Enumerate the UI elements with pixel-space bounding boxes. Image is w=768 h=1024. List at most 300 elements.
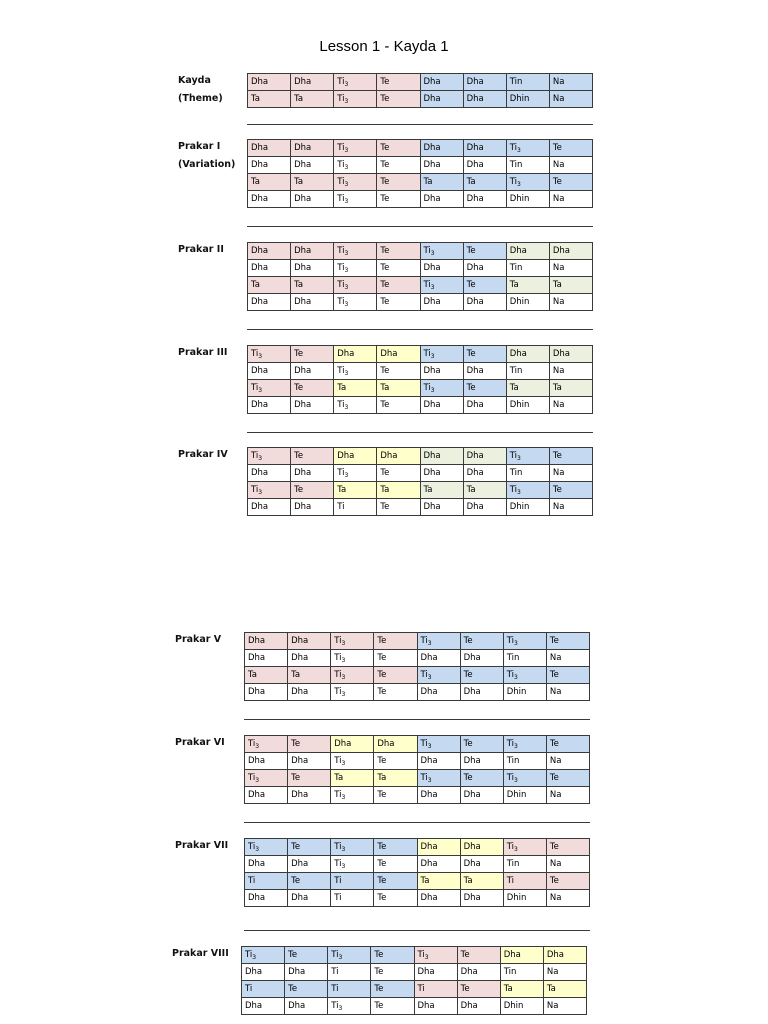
bol-cell: Ti	[331, 890, 374, 907]
bol-cell: Ta	[248, 91, 291, 108]
bol-cell: Dha	[463, 91, 506, 108]
subscript: 3	[427, 639, 432, 647]
bol-cell: Dha	[463, 74, 506, 91]
table-row	[248, 294, 593, 311]
bol-cell: Dha	[248, 465, 291, 482]
bol-cell: Te	[377, 277, 420, 294]
table-row	[248, 499, 593, 516]
bol-table	[244, 838, 590, 907]
bol-cell: Dha	[291, 191, 334, 208]
bol-cell: Dha	[245, 684, 288, 701]
table-row	[245, 787, 590, 804]
subscript: 3	[344, 300, 349, 308]
bol-cell: Dha	[506, 243, 549, 260]
bol-cell: Dha	[420, 91, 463, 108]
bol-cell: Dha	[245, 787, 288, 804]
section-label	[172, 945, 229, 963]
bol-table	[241, 946, 587, 1015]
bol-cell: Dha	[420, 74, 463, 91]
bol-cell: Dhin	[506, 191, 549, 208]
bol-cell: Ta	[291, 91, 334, 108]
bol-cell: Ta	[248, 277, 291, 294]
bol-cell: Te	[371, 947, 414, 964]
bol-cell: Dha	[463, 191, 506, 208]
bol-cell: Ti	[242, 981, 285, 998]
bol-cell: Dha	[377, 448, 420, 465]
section-divider	[247, 226, 593, 227]
table-row	[242, 981, 587, 998]
table-row	[248, 191, 593, 208]
bol-cell: $Ti_3$	[417, 770, 460, 787]
bol-cell: Te	[374, 633, 417, 650]
section-divider	[247, 124, 593, 125]
bol-cell: $Ti_3$	[331, 633, 374, 650]
subscript: 3	[344, 266, 349, 274]
bol-cell: Te	[377, 363, 420, 380]
bol-cell: Ta	[334, 482, 377, 499]
bol-cell: $Ti_3$	[331, 839, 374, 856]
table-row	[248, 140, 593, 157]
bol-cell: Dha	[506, 346, 549, 363]
bol-cell: $Ti_3$	[248, 448, 291, 465]
subscript: 3	[341, 793, 346, 801]
subscript: 3	[258, 488, 263, 496]
bol-cell: Dha	[420, 191, 463, 208]
bol-cell: Te	[549, 174, 592, 191]
bol-cell: Dha	[331, 736, 374, 753]
bol-cell: Tin	[503, 753, 546, 770]
bol-cell: Te	[546, 873, 589, 890]
bol-cell: Te	[374, 856, 417, 873]
bol-cell: $Ti_3$	[334, 191, 377, 208]
bol-table	[244, 735, 590, 804]
bol-cell: $Ti_3$	[420, 346, 463, 363]
bol-cell: $Ti_3$	[503, 736, 546, 753]
bol-cell: Te	[374, 787, 417, 804]
bol-cell: Dha	[463, 140, 506, 157]
bol-cell: Na	[549, 397, 592, 414]
bol-cell: Dha	[242, 964, 285, 981]
bol-cell: Dhin	[503, 787, 546, 804]
bol-table	[247, 73, 593, 108]
bol-cell: Ta	[420, 174, 463, 191]
bol-table	[244, 632, 590, 701]
table-row	[245, 753, 590, 770]
table-row	[248, 465, 593, 482]
bol-cell: $Ti_3$	[334, 243, 377, 260]
table-row	[245, 633, 590, 650]
subscript: 3	[344, 180, 349, 188]
table-row	[245, 839, 590, 856]
subscript: 3	[255, 845, 260, 853]
bol-cell: Dha	[420, 465, 463, 482]
bol-cell: Ta	[420, 482, 463, 499]
bol-cell: Tin	[500, 964, 543, 981]
bol-cell: Te	[288, 770, 331, 787]
bol-cell: Te	[460, 770, 503, 787]
table-row	[242, 947, 587, 964]
bol-cell: Dha	[248, 157, 291, 174]
bol-cell: Te	[374, 890, 417, 907]
bol-cell: Dha	[420, 140, 463, 157]
subscript: 3	[344, 369, 349, 377]
bol-cell: Dha	[288, 890, 331, 907]
subscript: 3	[252, 953, 257, 961]
bol-cell: $Ti_3$	[334, 140, 377, 157]
subscript: 3	[517, 146, 521, 154]
table-row	[245, 667, 590, 684]
bol-cell: Ta	[549, 380, 592, 397]
bol-cell: Ta	[291, 277, 334, 294]
table-row	[248, 346, 593, 363]
bol-cell: Dha	[420, 499, 463, 516]
bol-cell: Ta	[463, 174, 506, 191]
bol-cell: Ta	[506, 380, 549, 397]
section-divider	[244, 822, 590, 823]
bol-cell: Dha	[248, 191, 291, 208]
bol-cell: Dha	[245, 890, 288, 907]
bol-cell: Te	[377, 397, 420, 414]
section-label-line: Prakar II	[178, 244, 224, 255]
bol-cell: Dha	[420, 157, 463, 174]
bol-cell: Dha	[377, 346, 420, 363]
bol-cell: Te	[377, 91, 420, 108]
bol-cell: Dha	[245, 753, 288, 770]
bol-cell: Dha	[291, 294, 334, 311]
bol-cell: Dha	[543, 947, 586, 964]
subscript: 3	[517, 488, 521, 496]
bol-cell: Dhin	[506, 499, 549, 516]
subscript: 3	[344, 403, 349, 411]
bol-cell: Te	[374, 873, 417, 890]
bol-cell: Dha	[288, 753, 331, 770]
table-row	[242, 998, 587, 1015]
bol-cell: Na	[546, 890, 589, 907]
bol-cell: $Ti_3$	[334, 174, 377, 191]
bol-cell: Dha	[463, 294, 506, 311]
bol-cell: Te	[371, 998, 414, 1015]
subscript: 3	[344, 471, 349, 479]
bol-cell: Dha	[248, 243, 291, 260]
subscript: 3	[341, 673, 346, 681]
bol-cell: Dha	[460, 684, 503, 701]
section-label	[178, 138, 235, 174]
subscript: 3	[344, 249, 349, 257]
bol-cell: Tin	[503, 856, 546, 873]
bol-cell: Dhin	[503, 684, 546, 701]
bol-cell: Ta	[460, 873, 503, 890]
bol-cell: Ta	[549, 277, 592, 294]
bol-cell: Te	[377, 140, 420, 157]
bol-cell: $Ti_3$	[506, 140, 549, 157]
bol-cell: $Ti_3$	[503, 633, 546, 650]
bol-cell: Dha	[285, 964, 328, 981]
bol-cell: Dha	[420, 260, 463, 277]
bol-cell: Na	[549, 191, 592, 208]
bol-cell: Te	[549, 140, 592, 157]
bol-cell: Na	[549, 157, 592, 174]
bol-cell: Dha	[248, 363, 291, 380]
bol-cell: Te	[374, 839, 417, 856]
subscript: 3	[514, 639, 518, 647]
bol-cell: $Ti_3$	[331, 667, 374, 684]
bol-cell: Dha	[291, 363, 334, 380]
subscript: 3	[258, 352, 263, 360]
bol-cell: Dhin	[506, 397, 549, 414]
bol-cell: Na	[546, 650, 589, 667]
subscript: 3	[430, 352, 435, 360]
bol-cell: Dha	[334, 346, 377, 363]
bol-cell: Tin	[503, 650, 546, 667]
section-label-line: Prakar III	[178, 347, 228, 358]
bol-cell: Te	[377, 260, 420, 277]
table-row	[248, 277, 593, 294]
bol-cell: Dha	[242, 998, 285, 1015]
section-label-line: Prakar I	[178, 141, 221, 152]
bol-cell: Te	[374, 667, 417, 684]
bol-cell: Te	[377, 499, 420, 516]
bol-cell: $Ti_3$	[414, 947, 457, 964]
bol-cell: Ti	[503, 873, 546, 890]
bol-cell: Na	[546, 787, 589, 804]
bol-cell: Te	[374, 650, 417, 667]
subscript: 3	[344, 283, 349, 291]
bol-cell: Dha	[460, 890, 503, 907]
subscript: 3	[338, 1004, 343, 1012]
bol-cell: $Ti_3$	[248, 346, 291, 363]
subscript: 3	[427, 742, 432, 750]
table-row	[245, 890, 590, 907]
subscript: 3	[430, 386, 435, 394]
bol-cell: Tin	[506, 260, 549, 277]
bol-cell: $Ti_3$	[328, 998, 371, 1015]
table-row	[248, 91, 593, 108]
bol-cell: Dha	[291, 260, 334, 277]
bol-cell: Na	[549, 260, 592, 277]
bol-cell: $Ti_3$	[248, 380, 291, 397]
bol-cell: Dha	[420, 363, 463, 380]
bol-cell: Na	[546, 753, 589, 770]
bol-cell: Dha	[288, 856, 331, 873]
bol-cell: Dha	[417, 890, 460, 907]
bol-cell: Dha	[291, 74, 334, 91]
bol-cell: $Ti_3$	[334, 363, 377, 380]
table-row	[245, 736, 590, 753]
bol-cell: Dha	[463, 260, 506, 277]
bol-cell: Na	[543, 998, 586, 1015]
bol-cell: Dha	[291, 243, 334, 260]
bol-cell: Dha	[417, 787, 460, 804]
table-row	[248, 74, 593, 91]
bol-cell: Dha	[288, 650, 331, 667]
bol-cell: Dha	[248, 74, 291, 91]
bol-cell: Te	[463, 243, 506, 260]
bol-cell: Dha	[291, 499, 334, 516]
bol-table	[247, 139, 593, 208]
bol-cell: $Ti_3$	[417, 633, 460, 650]
bol-cell: Dha	[457, 998, 500, 1015]
section-label-line: Prakar V	[175, 634, 222, 645]
section-label	[175, 631, 221, 649]
bol-cell: $Ti_3$	[331, 650, 374, 667]
bol-cell: Dha	[463, 465, 506, 482]
bol-table	[247, 447, 593, 516]
bol-cell: Dha	[549, 243, 592, 260]
section-label-line: Prakar IV	[178, 449, 228, 460]
table-row	[245, 684, 590, 701]
bol-cell: $Ti_3$	[506, 174, 549, 191]
table-row	[248, 174, 593, 191]
bol-cell: Dha	[463, 363, 506, 380]
bol-table	[247, 242, 593, 311]
bol-cell: Dha	[291, 465, 334, 482]
page-title: Lesson 1 - Kayda 1	[319, 38, 449, 55]
subscript: 3	[344, 97, 349, 105]
bol-cell: Ta	[463, 482, 506, 499]
bol-cell: Dha	[457, 964, 500, 981]
bol-cell: Dha	[417, 753, 460, 770]
subscript: 3	[258, 454, 263, 462]
bol-cell: Dha	[463, 157, 506, 174]
bol-cell: $Ti_3$	[331, 753, 374, 770]
bol-cell: Ti	[331, 873, 374, 890]
subscript: 3	[341, 690, 346, 698]
section-label-line: Prakar VIII	[172, 948, 229, 959]
bol-cell: Dha	[460, 787, 503, 804]
bol-cell: Dha	[417, 650, 460, 667]
subscript: 3	[338, 953, 343, 961]
subscript: 3	[341, 862, 346, 870]
subscript: 3	[344, 80, 349, 88]
subscript: 3	[341, 656, 346, 664]
table-row	[245, 770, 590, 787]
bol-cell: Tin	[506, 363, 549, 380]
table-row	[245, 873, 590, 890]
bol-cell: Dhin	[500, 998, 543, 1015]
table-row	[248, 260, 593, 277]
subscript: 3	[517, 454, 521, 462]
table-row	[242, 964, 587, 981]
bol-cell: $Ti_3$	[506, 448, 549, 465]
bol-cell: $Ti_3$	[245, 770, 288, 787]
bol-cell: $Ti_3$	[420, 243, 463, 260]
bol-cell: Dha	[248, 260, 291, 277]
bol-cell: Dha	[460, 856, 503, 873]
bol-cell: Ta	[377, 380, 420, 397]
bol-cell: Te	[549, 448, 592, 465]
bol-cell: $Ti_3$	[503, 667, 546, 684]
bol-cell: Ta	[248, 174, 291, 191]
section-label-line: Prakar VI	[175, 737, 225, 748]
bol-cell: Dha	[245, 650, 288, 667]
subscript: 3	[344, 197, 349, 205]
bol-cell: Ta	[417, 873, 460, 890]
bol-cell: Dha	[417, 684, 460, 701]
subscript: 3	[514, 845, 518, 853]
bol-cell: Na	[546, 684, 589, 701]
subscript: 3	[341, 845, 346, 853]
bol-cell: Te	[377, 243, 420, 260]
subscript: 3	[430, 249, 435, 257]
bol-cell: Na	[549, 465, 592, 482]
bol-cell: Te	[285, 981, 328, 998]
bol-cell: Te	[546, 736, 589, 753]
bol-cell: Te	[288, 873, 331, 890]
subscript: 3	[514, 776, 518, 784]
subscript: 3	[514, 673, 518, 681]
section-divider	[244, 719, 590, 720]
table-row	[248, 363, 593, 380]
bol-cell: Ti	[245, 873, 288, 890]
bol-cell: Dha	[549, 346, 592, 363]
bol-cell: Dha	[285, 998, 328, 1015]
table-row	[248, 448, 593, 465]
bol-cell: $Ti_3$	[506, 482, 549, 499]
section-label	[175, 734, 225, 752]
bol-cell: Te	[374, 753, 417, 770]
bol-cell: Dha	[291, 157, 334, 174]
bol-cell: Dha	[460, 839, 503, 856]
bol-cell: $Ti_3$	[334, 91, 377, 108]
bol-cell: $Ti_3$	[331, 684, 374, 701]
bol-cell: Te	[371, 964, 414, 981]
subscript: 3	[430, 283, 435, 291]
subscript: 3	[341, 759, 346, 767]
section-label	[178, 446, 228, 464]
bol-cell: Ta	[377, 482, 420, 499]
bol-cell: $Ti_3$	[334, 260, 377, 277]
bol-cell: Dha	[417, 856, 460, 873]
bol-cell: Dha	[334, 448, 377, 465]
section-label	[178, 344, 227, 362]
bol-cell: Te	[291, 448, 334, 465]
bol-cell: Ti	[414, 981, 457, 998]
bol-cell: $Ti_3$	[328, 947, 371, 964]
bol-cell: $Ti_3$	[334, 465, 377, 482]
bol-cell: Dha	[463, 448, 506, 465]
bol-cell: Ta	[291, 174, 334, 191]
bol-cell: Te	[457, 947, 500, 964]
bol-cell: Te	[285, 947, 328, 964]
bol-cell: Te	[377, 74, 420, 91]
bol-cell: Te	[546, 770, 589, 787]
bol-cell: $Ti_3$	[503, 839, 546, 856]
bol-cell: Dha	[500, 947, 543, 964]
bol-cell: Te	[377, 157, 420, 174]
subscript: 3	[427, 673, 432, 681]
section-label	[178, 241, 224, 259]
bol-cell: $Ti_3$	[245, 736, 288, 753]
subscript: 3	[255, 742, 260, 750]
bol-cell: Te	[460, 633, 503, 650]
bol-cell: Te	[374, 684, 417, 701]
bol-cell: Ta	[500, 981, 543, 998]
bol-cell: $Ti_3$	[242, 947, 285, 964]
bol-cell: Dha	[288, 684, 331, 701]
bol-cell: Ta	[288, 667, 331, 684]
bol-cell: $Ti_3$	[331, 787, 374, 804]
bol-cell: Na	[549, 499, 592, 516]
bol-cell: Ti	[328, 964, 371, 981]
section-label	[175, 837, 228, 855]
section-label	[178, 72, 223, 108]
bol-cell: Dhin	[503, 890, 546, 907]
bol-cell: Tin	[506, 74, 549, 91]
bol-cell: $Ti_3$	[245, 839, 288, 856]
bol-cell: Te	[377, 174, 420, 191]
table-row	[248, 243, 593, 260]
bol-cell: Dha	[420, 294, 463, 311]
